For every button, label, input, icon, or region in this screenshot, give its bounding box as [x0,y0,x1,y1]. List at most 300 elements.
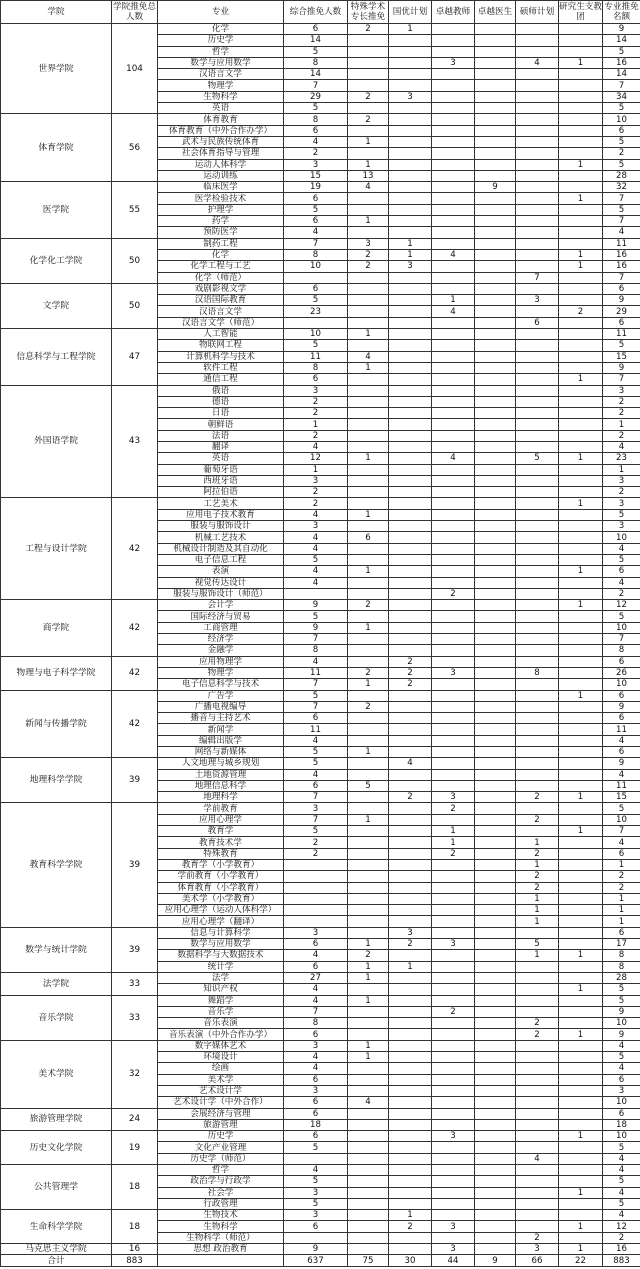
major-cell: 武术与民族传统体育 [158,136,284,147]
doctor-cell [475,216,516,227]
quota-cell: 5 [603,1142,640,1153]
doctor-cell [475,306,516,317]
volunteer-cell [559,35,603,46]
quota-cell: 3 [603,1085,640,1096]
doctor-cell [475,114,516,125]
volunteer-cell [559,905,603,916]
general-cell: 5 [284,340,348,351]
general-cell: 12 [284,453,348,464]
major-cell: 阿拉伯语 [158,487,284,498]
general-cell: 4 [284,769,348,780]
doctor-cell [475,453,516,464]
master-teacher-cell [516,509,559,520]
table-row [1,182,640,193]
master-teacher-cell [516,1142,559,1153]
volunteer-cell: 1 [559,1244,603,1255]
teacher-cell [432,859,475,870]
general-cell: 3 [284,159,348,170]
quota-cell: 12 [603,600,640,611]
volunteer-cell [559,362,603,373]
teacher-cell: 3 [432,1131,475,1142]
guoyou-cell: 2 [389,1221,432,1232]
volunteer-cell: 1 [559,1029,603,1040]
college-name: 外国语学院 [1,385,112,498]
teacher-cell: 3 [432,1244,475,1255]
major-cell: 会展经济与管理 [158,1108,284,1119]
table-row [1,1040,640,1051]
major-cell: 生物技术 [158,1210,284,1221]
quota-cell: 18 [603,1119,640,1130]
volunteer-cell [559,114,603,125]
special-cell: 2 [348,114,389,125]
college-total: 39 [112,803,158,927]
volunteer-cell [559,148,603,159]
doctor-cell [475,475,516,486]
master-teacher-cell [516,1164,559,1175]
doctor-cell [475,329,516,340]
guoyou-cell [389,509,432,520]
general-cell [284,1232,348,1243]
teacher-cell [432,1232,475,1243]
special-cell: 1 [348,679,389,690]
master-teacher-cell [516,1074,559,1085]
master-teacher-cell [516,69,559,80]
special-cell [348,1142,389,1153]
doctor-cell [475,283,516,294]
volunteer-cell [559,1176,603,1187]
volunteer-cell [559,780,603,791]
guoyou-cell [389,408,432,419]
major-cell: 学前教育 [158,803,284,814]
master-teacher-cell [516,159,559,170]
general-cell: 3 [284,1210,348,1221]
doctor-cell [475,803,516,814]
special-cell [348,758,389,769]
special-cell [348,1198,389,1209]
college-total: 55 [112,182,158,238]
teacher-cell [432,238,475,249]
doctor-cell [475,148,516,159]
guoyou-cell [389,69,432,80]
volunteer-cell [559,521,603,532]
special-cell [348,769,389,780]
special-cell [348,792,389,803]
doctor-cell [475,961,516,972]
college-name: 信息科学与工程学院 [1,329,112,385]
volunteer-cell [559,713,603,724]
doctor-cell [475,1232,516,1243]
general-cell: 1 [284,419,348,430]
general-cell: 4 [284,543,348,554]
special-cell [348,374,389,385]
teacher-cell [432,611,475,622]
master-teacher-cell [516,91,559,102]
volunteer-cell [559,272,603,283]
doctor-cell [475,159,516,170]
general-cell [284,882,348,893]
quota-cell: 6 [603,283,640,294]
volunteer-cell [559,871,603,882]
master-teacher-cell [516,261,559,272]
major-cell: 网络与新媒体 [158,747,284,758]
quota-cell: 10 [603,679,640,690]
master-teacher-cell [516,475,559,486]
teacher-cell [432,656,475,667]
guoyou-cell [389,735,432,746]
quota-cell: 7 [603,374,640,385]
quota-cell: 1 [603,464,640,475]
special-cell [348,46,389,57]
teacher-cell [432,758,475,769]
guoyou-cell [389,859,432,870]
major-cell: 应用心理学（翻译） [158,916,284,927]
teacher-cell [432,272,475,283]
totals-special: 75 [348,1255,389,1267]
teacher-cell [432,419,475,430]
guoyou-cell [389,1164,432,1175]
special-cell [348,396,389,407]
totals-quota: 883 [603,1255,640,1267]
college-name: 马克思主义学院 [1,1244,112,1255]
major-cell: 思想 政治教育 [158,1244,284,1255]
volunteer-cell [559,340,603,351]
major-cell: 生物科学 [158,91,284,102]
major-cell: 行政管理 [158,1198,284,1209]
doctor-cell [475,927,516,938]
guoyou-cell [389,114,432,125]
special-cell [348,1018,389,1029]
doctor-cell [475,362,516,373]
guoyou-cell [389,871,432,882]
master-teacher-cell: 5 [516,453,559,464]
volunteer-cell [559,283,603,294]
general-cell: 8 [284,114,348,125]
quota-cell: 6 [603,690,640,701]
table-row [1,972,640,983]
master-teacher-cell [516,329,559,340]
volunteer-cell: 1 [559,950,603,961]
major-cell: 历史学 [158,1131,284,1142]
volunteer-cell [559,80,603,91]
teacher-cell [432,814,475,825]
special-cell: 1 [348,972,389,983]
doctor-cell [475,735,516,746]
volunteer-cell [559,204,603,215]
major-cell: 美术学 [158,1074,284,1085]
guoyou-cell [389,453,432,464]
quota-cell: 7 [603,80,640,91]
volunteer-cell [559,238,603,249]
teacher-cell [432,385,475,396]
special-cell [348,521,389,532]
major-cell: 统计学 [158,961,284,972]
college-total: 50 [112,283,158,328]
major-cell: 预防医学 [158,227,284,238]
special-cell [348,905,389,916]
guoyou-cell [389,521,432,532]
major-cell: 教育学（小学教育） [158,859,284,870]
major-cell: 数字媒体艺术 [158,1040,284,1051]
guoyou-cell [389,1142,432,1153]
general-cell: 5 [284,295,348,306]
guoyou-cell [389,159,432,170]
volunteer-cell [559,216,603,227]
quota-cell: 34 [603,91,640,102]
special-cell: 2 [348,950,389,961]
master-teacher-cell [516,1198,559,1209]
master-teacher-cell [516,35,559,46]
totals-general: 637 [284,1255,348,1267]
volunteer-cell [559,475,603,486]
general-cell: 3 [284,475,348,486]
special-cell [348,306,389,317]
guoyou-cell [389,340,432,351]
college-name: 旅游管理学院 [1,1108,112,1131]
college-total: 47 [112,329,158,385]
teacher-cell [432,24,475,35]
general-cell [284,859,348,870]
quota-cell: 4 [603,227,640,238]
general-cell: 3 [284,521,348,532]
special-cell: 5 [348,780,389,791]
general-cell: 5 [284,46,348,57]
quota-cell: 4 [603,769,640,780]
master-teacher-cell: 1 [516,837,559,848]
major-cell: 体育教育（小学教育） [158,882,284,893]
quota-cell: 14 [603,69,640,80]
quota-cell: 6 [603,848,640,859]
major-cell: 法语 [158,430,284,441]
volunteer-cell [559,1085,603,1096]
quota-cell: 5 [603,995,640,1006]
volunteer-cell [559,136,603,147]
table-row [1,656,640,667]
master-teacher-cell [516,419,559,430]
teacher-cell [432,1108,475,1119]
major-cell: 软件工程 [158,362,284,373]
quota-cell: 11 [603,329,640,340]
doctor-cell [475,758,516,769]
teacher-cell [432,329,475,340]
special-cell [348,1176,389,1187]
doctor-cell [475,713,516,724]
master-teacher-cell [516,961,559,972]
master-teacher-cell [516,566,559,577]
guoyou-cell [389,317,432,328]
general-cell [284,317,348,328]
volunteer-cell [559,679,603,690]
master-teacher-cell [516,532,559,543]
volunteer-cell [559,1097,603,1108]
teacher-cell: 2 [432,588,475,599]
doctor-cell [475,679,516,690]
table-row [1,995,640,1006]
special-cell [348,193,389,204]
major-cell: 机械设计制造及其自动化 [158,543,284,554]
doctor-cell [475,91,516,102]
volunteer-cell: 1 [559,792,603,803]
guoyou-cell [389,1187,432,1198]
general-cell: 6 [284,283,348,294]
quota-cell: 1 [603,916,640,927]
master-teacher-cell [516,577,559,588]
volunteer-cell [559,927,603,938]
general-cell: 8 [284,645,348,656]
general-cell: 6 [284,780,348,791]
major-cell: 地理科学 [158,792,284,803]
volunteer-cell [559,227,603,238]
master-teacher-cell [516,984,559,995]
college-total: 24 [112,1108,158,1131]
guoyou-cell [389,1074,432,1085]
guoyou-cell [389,295,432,306]
major-cell: 新闻学 [158,724,284,735]
doctor-cell [475,871,516,882]
general-cell: 1 [284,464,348,475]
master-teacher-cell [516,600,559,611]
major-cell: 物理学 [158,80,284,91]
guoyou-cell [389,46,432,57]
volunteer-cell [559,1018,603,1029]
college-total: 39 [112,927,158,972]
major-cell: 艺术设计学（中外合作） [158,1097,284,1108]
major-cell: 化学工程与工艺 [158,261,284,272]
doctor-cell [475,724,516,735]
special-cell [348,498,389,509]
special-cell [348,690,389,701]
general-cell: 10 [284,261,348,272]
quota-cell: 8 [603,950,640,961]
guoyou-cell [389,1085,432,1096]
major-cell: 工艺美术 [158,498,284,509]
major-cell: 数据科学与大数据技术 [158,950,284,961]
header-college-total: 学院推免总人数 [113,2,156,22]
doctor-cell [475,1052,516,1063]
teacher-cell [432,114,475,125]
special-cell [348,1164,389,1175]
table-row [1,238,640,249]
special-cell: 1 [348,814,389,825]
teacher-cell [432,509,475,520]
totals-guoyou: 30 [389,1255,432,1267]
quota-cell: 7 [603,826,640,837]
volunteer-cell [559,1210,603,1221]
teacher-cell [432,170,475,181]
master-teacher-cell: 5 [516,939,559,950]
quota-cell: 28 [603,170,640,181]
quota-cell: 10 [603,1097,640,1108]
doctor-cell [475,103,516,114]
major-cell: 英语 [158,103,284,114]
master-teacher-cell [516,136,559,147]
quota-cell: 5 [603,554,640,565]
volunteer-cell [559,329,603,340]
special-cell [348,634,389,645]
guoyou-cell [389,136,432,147]
special-cell [348,1221,389,1232]
doctor-cell [475,1142,516,1153]
general-cell: 4 [284,995,348,1006]
teacher-cell [432,216,475,227]
volunteer-cell [559,1232,603,1243]
general-cell: 5 [284,1176,348,1187]
college-total: 104 [112,24,158,114]
doctor-cell [475,498,516,509]
special-cell [348,724,389,735]
guoyou-cell [389,182,432,193]
special-cell [348,611,389,622]
doctor-cell [475,464,516,475]
totals-label: 合计 [1,1255,112,1267]
quota-cell: 3 [603,521,640,532]
guoyou-cell [389,577,432,588]
guoyou-cell [389,216,432,227]
college-name: 法学院 [1,972,112,995]
doctor-cell [475,532,516,543]
major-cell: 教育学 [158,826,284,837]
doctor-cell [475,656,516,667]
guoyou-cell [389,329,432,340]
general-cell: 2 [284,396,348,407]
teacher-cell [432,1085,475,1096]
volunteer-cell [559,295,603,306]
master-teacher-cell [516,554,559,565]
quota-cell: 9 [603,758,640,769]
table-row [1,1210,640,1221]
teacher-cell [432,227,475,238]
teacher-cell [432,747,475,758]
quota-cell: 10 [603,622,640,633]
master-teacher-cell: 7 [516,272,559,283]
general-cell: 2 [284,837,348,848]
major-cell: 药学 [158,216,284,227]
major-cell: 生物科学 [158,1221,284,1232]
quota-cell: 11 [603,238,640,249]
master-teacher-cell [516,351,559,362]
master-teacher-cell [516,396,559,407]
volunteer-cell [559,747,603,758]
major-cell: 朝鲜语 [158,419,284,430]
special-cell [348,80,389,91]
master-teacher-cell: 1 [516,916,559,927]
major-cell: 教育技术学 [158,837,284,848]
teacher-cell: 4 [432,249,475,260]
major-cell: 汉语言文学（师范） [158,317,284,328]
quota-cell: 7 [603,216,640,227]
teacher-cell [432,91,475,102]
special-cell: 1 [348,622,389,633]
totals-master-teacher: 66 [516,1255,559,1267]
college-total: 42 [112,498,158,600]
master-teacher-cell: 4 [516,1153,559,1164]
quota-cell: 16 [603,57,640,68]
master-teacher-cell [516,1119,559,1130]
master-teacher-cell [516,1131,559,1142]
quota-cell: 8 [603,961,640,972]
totals-doctor: 9 [475,1255,516,1267]
quota-cell: 5 [603,340,640,351]
volunteer-cell [559,814,603,825]
quota-cell: 23 [603,453,640,464]
master-teacher-cell [516,204,559,215]
quota-cell: 2 [603,1232,640,1243]
master-teacher-cell [516,1040,559,1051]
doctor-cell [475,882,516,893]
volunteer-cell [559,1063,603,1074]
college-name: 音乐学院 [1,995,112,1040]
totals-teacher: 44 [432,1255,475,1267]
doctor-cell [475,238,516,249]
